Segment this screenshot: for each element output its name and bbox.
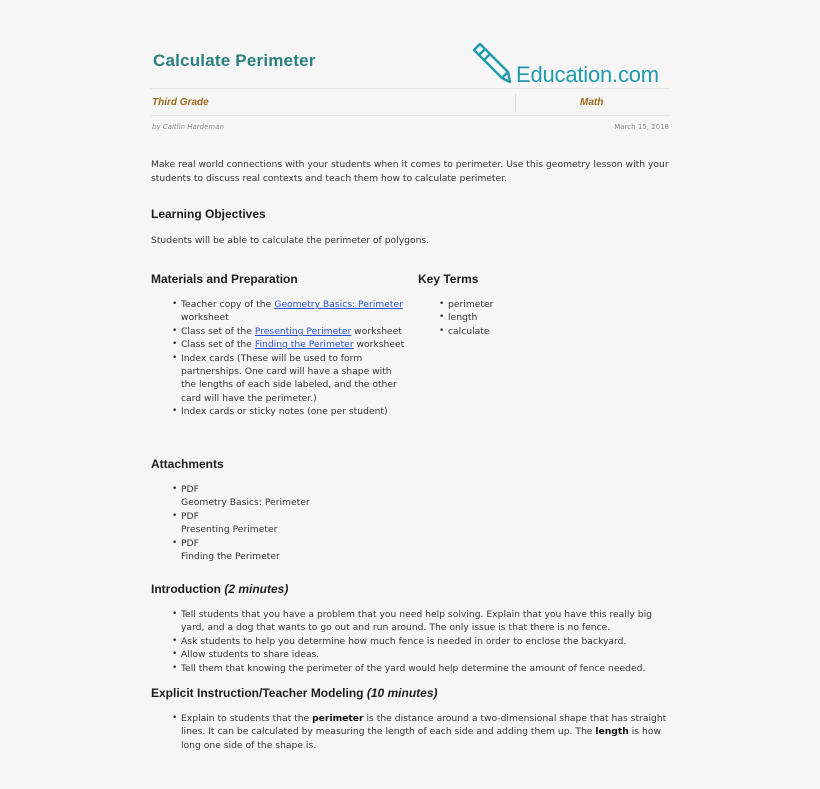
list-item: • Tell them that knowing the perimeter of the yard would help determine the amount of fence needed. [151,662,671,675]
list-item-text: is the distance around a two-dimensional shape that has straight lines. It can be calculated by measuring the length of each side and adding them up. The [181,713,667,738]
attachments-heading: Attachments [151,457,224,471]
pencil-logo-icon [468,40,514,86]
key-term: length [595,726,629,738]
divider [515,94,516,112]
intro-paragraph: Make real world connections with your students when it comes to perimeter. Use this geometry lesson with your students to discuss real contexts and teach them how to calculate perimeter. [151,159,669,184]
attachments-list [151,483,451,563]
duration-label: (2 minutes) [224,582,289,596]
introduction-heading [151,582,288,596]
list-item: • Index cards or sticky notes (one per student) [151,405,409,418]
key-terms-heading: Key Terms [418,272,479,286]
heading-text: Introduction [151,582,221,596]
geometry-basics-link[interactable]: Geometry Basics: Perimeter [274,299,403,310]
list-item [151,298,409,325]
list-item-text: Explain to students that the [181,713,313,724]
key-terms-list [418,298,658,338]
date-label: March 15, 2018 [614,123,669,131]
duration-label: (10 minutes) [366,686,438,700]
attachment-item[interactable] [151,537,451,564]
introduction-list [151,608,671,675]
list-item-text: worksheet [351,325,402,337]
list-item-text: Teacher copy of the [181,299,275,310]
list-item-text: Class set of the [181,325,255,337]
learning-objectives-heading: Learning Objectives [151,207,266,221]
attachment-name: Geometry Basics: Perimeter [181,497,310,509]
list-item-text: worksheet [181,312,229,324]
grade-label: Third Grade [152,97,209,108]
file-type-label: • PDF [181,484,199,495]
list-item-text: is how long one side of the shape is. [181,726,661,751]
list-item: • perimeter [418,298,658,311]
presenting-perimeter-link[interactable]: Presenting Perimeter [254,325,352,337]
list-item: • Ask students to help you determine how much fence is needed in order to enclose the backyard. [151,635,671,648]
list-item: • calculate [418,325,658,338]
list-item: • Tell students that you have a problem that you need help solving. Explain that you have this really big yard, and a dog that wants to go out and run around. The only issue is that there is no fence. [151,608,671,635]
attachment-item[interactable] [151,483,451,510]
explicit-instruction-heading [151,686,438,700]
list-item-text: worksheet [353,339,405,351]
file-type-label: • PDF [181,537,199,549]
list-item: • Allow students to share ideas. [151,648,671,661]
list-item: • length [418,311,658,324]
explicit-instruction-list [151,712,671,752]
list-item: • Index cards (These will be used to form partnerships. One card will have a shape with the lengths of each side labeled, and the other card will have the perimeter.) [151,352,409,406]
education-com-logo[interactable] [468,40,678,90]
finding-the-perimeter-link[interactable]: Finding the Perimeter [254,339,354,351]
divider [150,115,670,116]
page-title: Calculate Perimeter [153,51,316,70]
list-item [151,338,409,351]
heading-text: Explicit Instruction/Teacher Modeling [151,686,364,700]
subject-label: Math [580,97,604,108]
divider [150,88,670,89]
list-item [151,325,409,338]
key-term: perimeter [312,713,364,724]
attachment-name: Finding the Perimeter [181,551,280,563]
attachment-item[interactable] [151,510,451,537]
attachment-name: Presenting Perimeter [181,524,278,536]
materials-heading: Materials and Preparation [151,272,298,286]
list-item-text: Class set of the [181,339,255,351]
author-byline: by Caitlin Hardeman [152,123,224,131]
learning-objectives-text: Students will be able to calculate the perimeter of polygons. [151,235,430,246]
materials-list [151,298,409,419]
file-type-label: • PDF [181,510,199,522]
list-item [151,712,671,752]
logo-text: Education.com [516,62,659,87]
